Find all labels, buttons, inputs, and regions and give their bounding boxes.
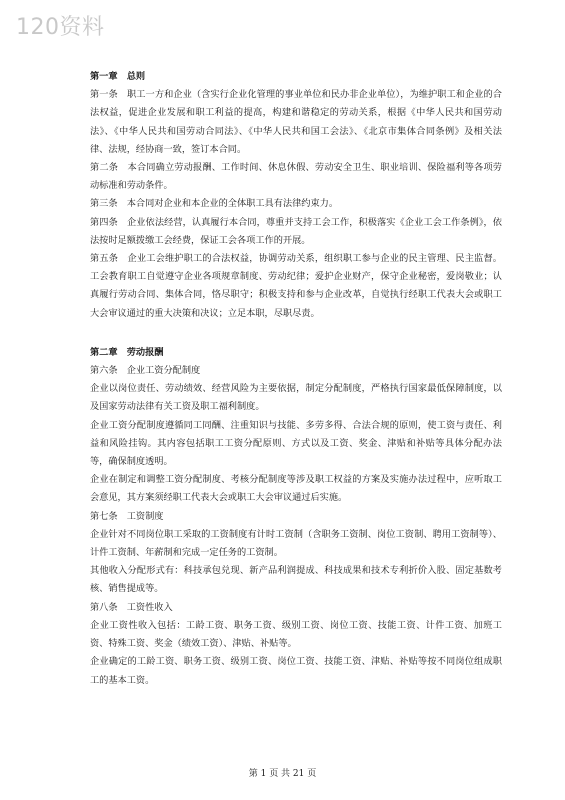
watermark-logo: 120资料: [16, 15, 105, 40]
page-number-footer: 第 1 页 共 21 页: [248, 769, 317, 779]
article-7-paragraph: 企业针对不同岗位职工采取的工资制度有计时工资制（含职务工资制、岗位工资制、聘用工资制等）、计件工资制、年薪制和完成一定任务的工资制。: [90, 528, 502, 559]
article-1: 第一条 职工一方和企业（含实行企业化管理的事业单位和民办非企业单位），为维护职工和企业的合法权益，促进企业发展和职工利益的提高，构建和谐稳定的劳动关系，根据《中华人民共和国劳动法》、《中华人民共和国劳动合同法》、《中华人民共和国工会法》、《北京市集体合同条例》及相关法律、法规，经协商一致，签订本合同。: [90, 89, 502, 155]
article-8-paragraph: 企业确定的工龄工资、职务工资、级别工资、岗位工资、技能工资、津贴、补贴等按不同岗位组成职工的基本工资。: [90, 656, 502, 686]
article-6-heading: 第六条 企业工资分配制度: [90, 365, 201, 377]
article-6-paragraph: 企业工资分配制度遵循同工同酬、注重知识与技能、多劳多得、合法合规的原则，使工资与责任、利益和风险挂钩。其内容包括职工工资分配原则、方式以及工资、奖金、津贴和补贴等具体分配办法等，确保制度透明。: [90, 419, 502, 468]
article-6-paragraph: 企业以岗位责任、劳动绩效、经营风险为主要依据，制定分配制度，严格执行国家最低保障制度，以及国家劳动法律有关工资及职工福利制度。: [90, 383, 502, 413]
article-8-paragraph: 企业工资性收入包括：工龄工资、职务工资、级别工资、岗位工资、技能工资、计件工资、加班工资、特殊工资、奖金（绩效工资）、津贴、补贴等。: [90, 619, 502, 650]
article-7-paragraph: 其他收入分配形式有：科技承包兑现、新产品利润提成、科技成果和技术专利折价入股、固定基数考核、销售提成等。: [90, 565, 502, 595]
article-5: 第五条 企业工会维护职工的合法权益，协调劳动关系，组织职工参与企业的民主管理、民主监督。工会教育职工自觉遵守企业各项规章制度、劳动纪律；爱护企业财产，保守企业秘密，爱岗敬业；认真履行劳动合同、集体合同，恪尽职守；积极支持和参与企业改革，自觉执行经职工代表大会或职工大会审议通过的重大决策和决议；立足本职，尽职尽责。: [90, 253, 502, 319]
article-8-heading: 第八条 工资性收入: [90, 601, 173, 613]
document-body: [90, 68, 502, 690]
article-3: 第三条 本合同对企业和本企业的全体职工具有法律约束力。: [90, 198, 339, 210]
chapter-1-title: 第一章 总则: [90, 71, 146, 82]
chapter-2-title: 第二章 劳动报酬: [90, 346, 164, 358]
article-2: 第二条 本合同确立劳动报酬、工作时间、休息休假、劳动安全卫生、职业培训、保险福利等各项劳动标准和劳动条件。: [90, 162, 502, 192]
article-6-paragraph: 企业在制定和调整工资分配制度、考核分配制度等涉及职工权益的方案及实施办法过程中，应听取工会意见，其方案须经职工代表大会或职工大会审议通过后实施。: [90, 474, 502, 504]
article-4: 第四条 企业依法经营，认真履行本合同，尊重并支持工会工作，积极落实《企业工会工作条例》，依法按时足额拨缴工会经费，保证工会各项工作的开展。: [90, 216, 502, 246]
article-7-heading: 第七条 工资制度: [90, 510, 164, 522]
